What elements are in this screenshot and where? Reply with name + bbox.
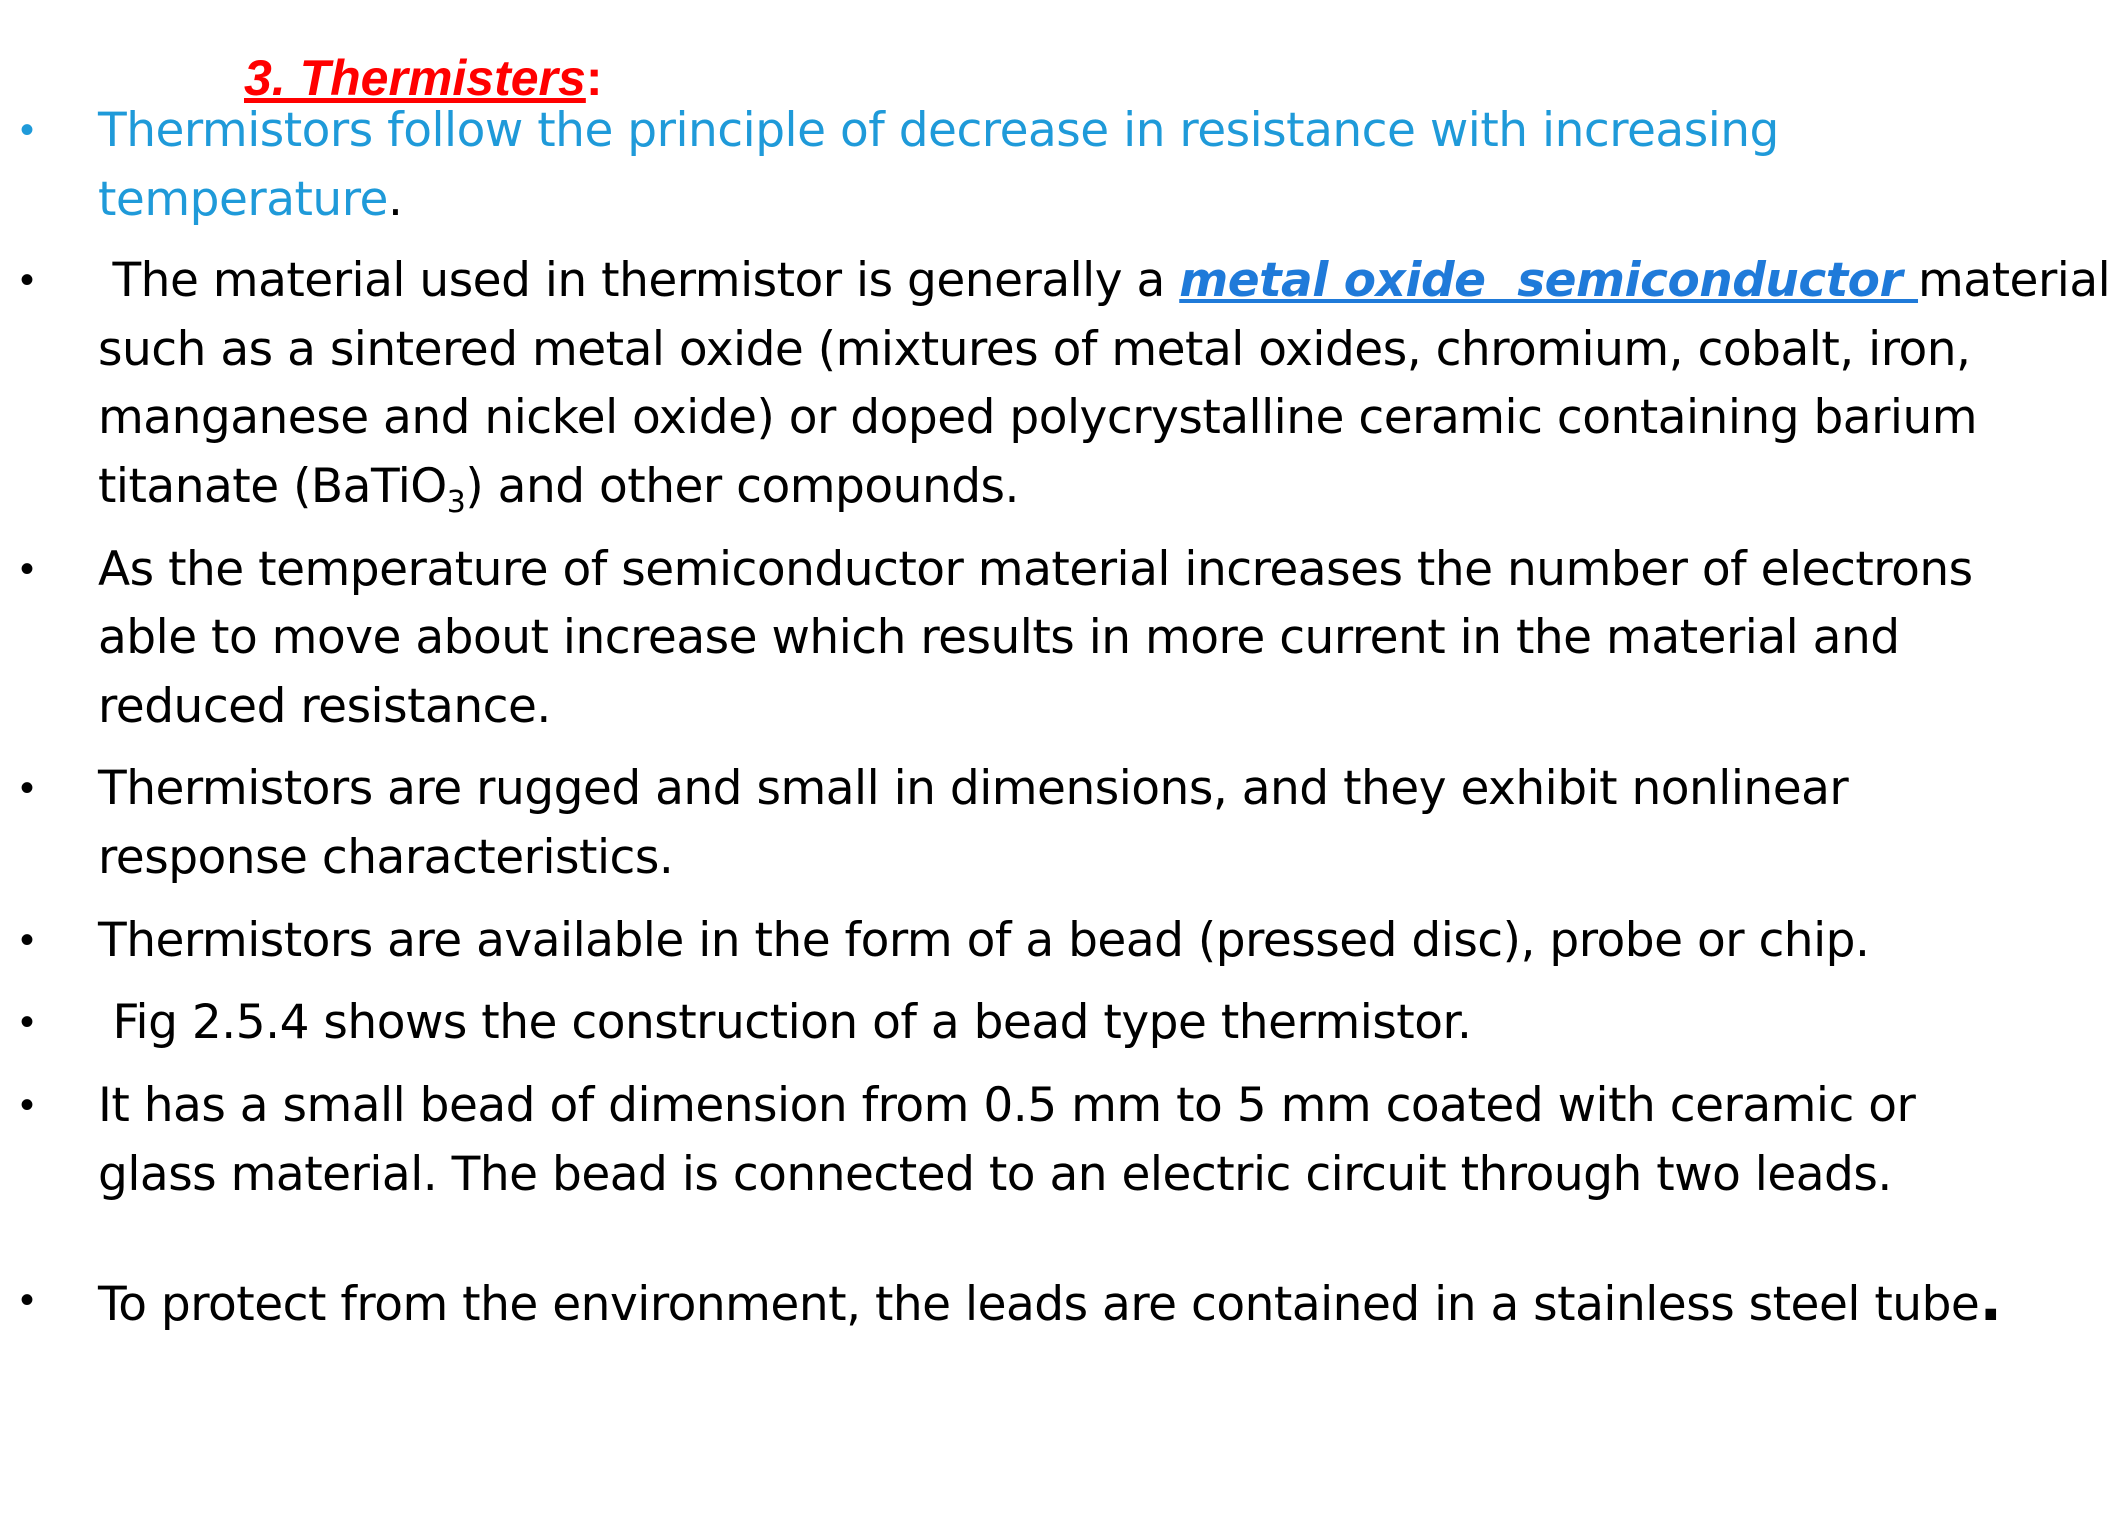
- bullet-icon: •: [20, 108, 35, 152]
- list-item-1-word: temperature: [98, 172, 388, 227]
- bullet-icon: •: [20, 1278, 35, 1322]
- list-item-2-line-4: [98, 452, 2028, 521]
- bullet-icon: •: [20, 258, 35, 302]
- list-item-2-line-2: such as a sintered metal oxide (mixtures of metal oxides, chromium, cobalt, iron,: [98, 322, 1971, 377]
- list-item-1-line-1: Thermistors follow the principle of decrease in resistance with increasing: [98, 103, 1779, 158]
- list-item-1-period: .: [387, 172, 403, 227]
- list-item-7-line-1: It has a small bead of dimension from 0.5 mm to 5 mm coated with ceramic or: [98, 1078, 1916, 1133]
- list-item-2-line-4-a: titanate (BaTiO: [98, 459, 447, 514]
- list-item-3-line-1: As the temperature of semiconductor material increases the number of electrons: [98, 542, 1973, 597]
- list-item-8-text: To protect from the environment, the leads are contained in a stainless steel tube: [98, 1277, 1980, 1332]
- list-item-5-line-1: Thermistors are available in the form of a bead (pressed disc), probe or chip.: [98, 913, 1870, 968]
- list-item-8-period: .: [1979, 1265, 2002, 1335]
- list-item-2-line-1: [98, 246, 2110, 315]
- list-item-2-line-3: manganese and nickel oxide) or doped polycrystalline ceramic containing barium: [98, 390, 1978, 445]
- list-item-2-text-a: The material used in thermistor is generally a: [98, 253, 1180, 308]
- list-item-8-line-1: [98, 1266, 2028, 1339]
- slide-title-text: 3. Thermisters: [244, 50, 586, 106]
- bullet-icon: •: [20, 547, 35, 591]
- bullet-icon: •: [20, 766, 35, 810]
- subscript-3: 3: [446, 485, 466, 520]
- bullet-icon: •: [20, 918, 35, 962]
- list-item-6-line-1: Fig 2.5.4 shows the construction of a bead type thermistor.: [98, 995, 1472, 1050]
- list-item-4-line-1: Thermistors are rugged and small in dimensions, and they exhibit nonlinear: [98, 761, 1849, 816]
- list-item-4-line-2: response characteristics.: [98, 830, 674, 885]
- list-item-1-line-2: [98, 165, 2028, 234]
- list-item-3-line-3: reduced resistance.: [98, 679, 551, 734]
- bullet-icon: •: [20, 1000, 35, 1044]
- list-item-3-line-2: able to move about increase which results in more current in the material and: [98, 610, 1900, 665]
- list-item-2-line-4-b: ) and other compounds.: [465, 459, 1019, 514]
- list-item-7-line-2: glass material. The bead is connected to an electric circuit through two leads.: [98, 1147, 1892, 1202]
- bullet-icon: •: [20, 1083, 35, 1127]
- metal-oxide-semiconductor-link[interactable]: metal oxide semiconductor: [1179, 253, 1919, 308]
- slide-title-colon: :: [585, 50, 603, 106]
- list-item-2-text-b: material: [1918, 253, 2110, 308]
